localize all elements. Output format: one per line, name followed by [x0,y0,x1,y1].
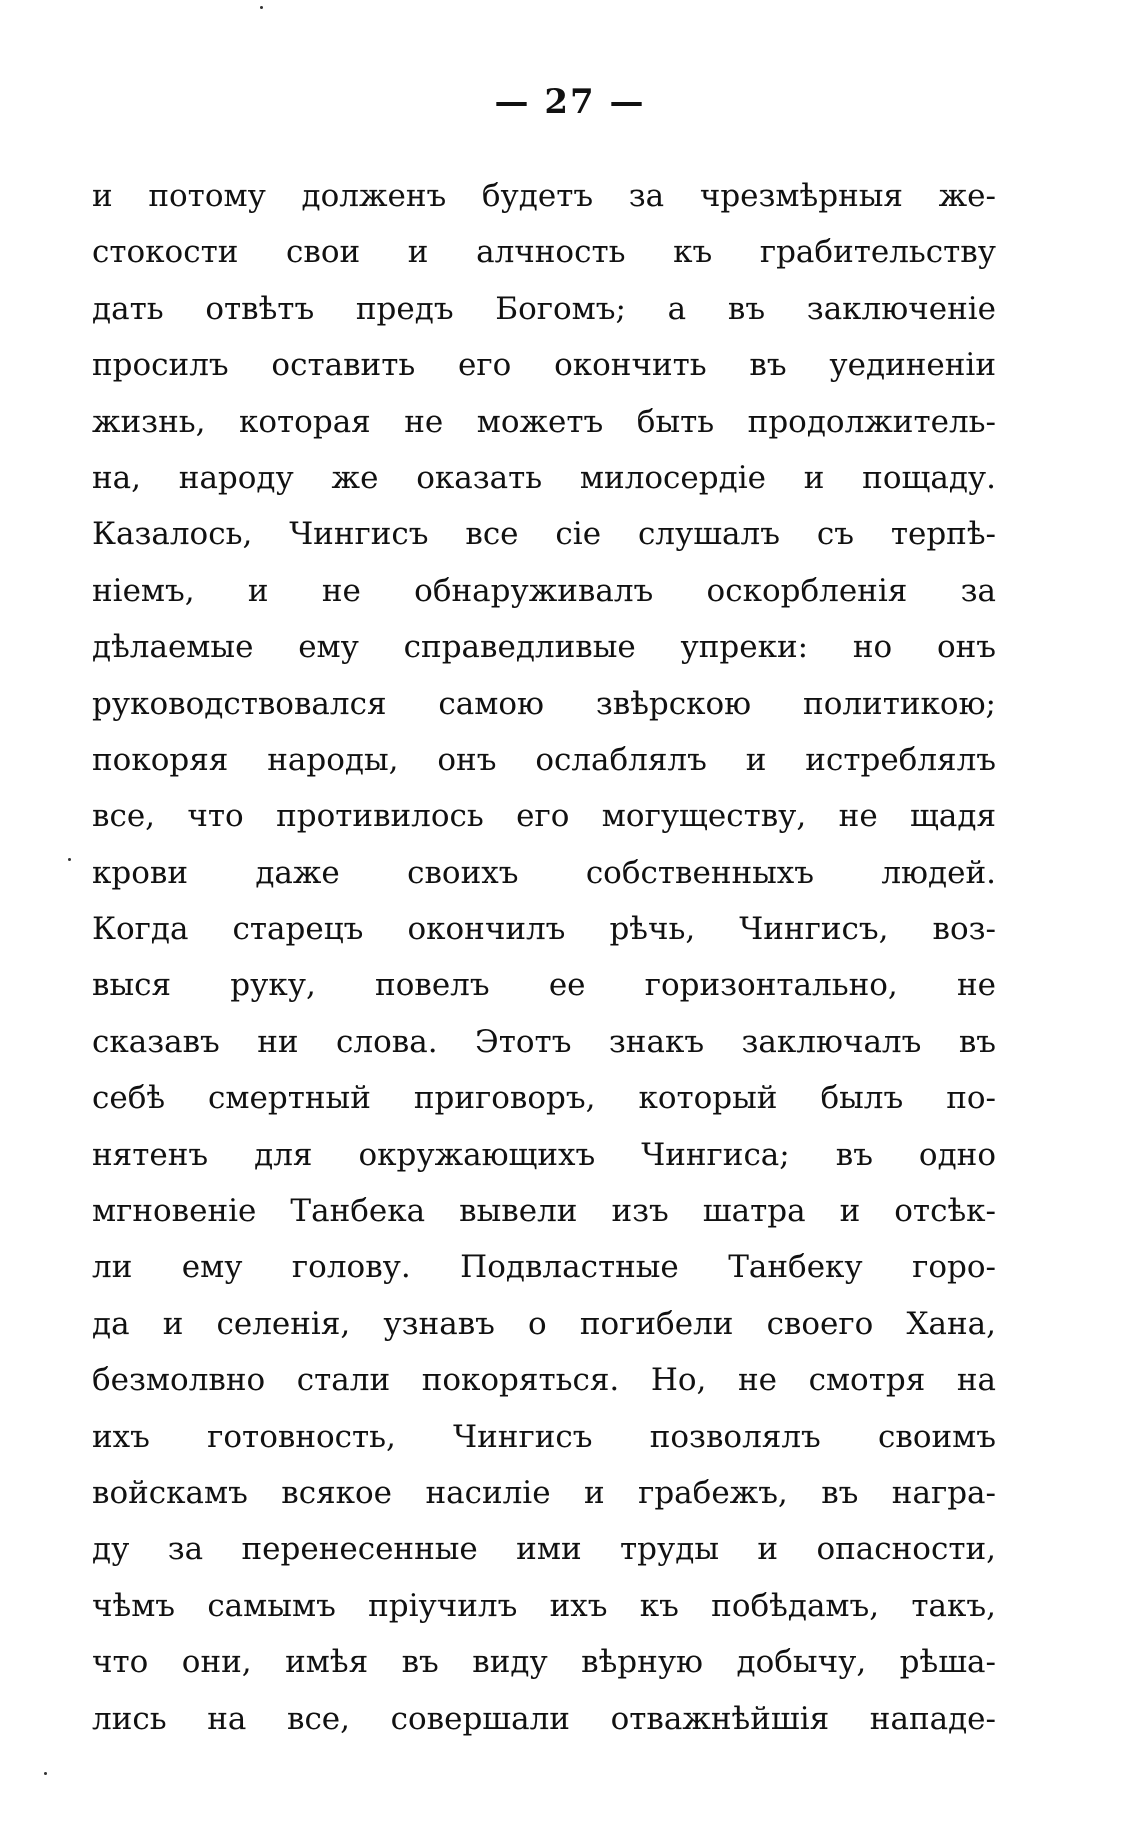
text-line: что они, имѣя въ виду вѣрную добычу, рѣша- [92,1644,996,1681]
body-text [92,168,996,1747]
text-line: просилъ оставить его окончить въ уединенiи [92,347,996,384]
text-line: руководствовался самою звѣрскою политикою; [92,685,996,722]
text-line: войскамъ всякое насилiе и грабежъ, въ награ- [92,1474,996,1511]
text-line: ихъ готовность, Чингисъ позволялъ своимъ [92,1418,996,1455]
text-line: ли ему голову. Подвластные Танбеку горо- [92,1249,996,1286]
text-line: выся руку, повелъ ее горизонтально, не [92,967,996,1004]
text-line: нятенъ для окружающихъ Чингиса; въ одно [92,1136,996,1173]
text-line: лись на все, совершали отважнѣйшiя нападе- [92,1700,996,1737]
text-line: и потому долженъ будетъ за чрезмѣрныя же- [92,178,996,214]
scan-speck [260,6,263,9]
text-line: жизнь, которая не можетъ быть продолжитель- [92,403,996,440]
text-line: себѣ смертный приговоръ, который былъ по- [92,1080,996,1117]
text-line: стокости свои и алчность къ грабительству [92,234,996,271]
text-line: крови даже своихъ собственныхъ людей. [92,854,996,891]
text-line: нiемъ, и не обнаруживалъ оскорбленiя за [92,572,996,609]
text-line: да и селенiя, узнавъ о погибели своего Хана, [92,1305,996,1342]
text-line: Когда старецъ окончилъ рѣчь, Чингисъ, воз- [92,911,996,948]
text-line: сказавъ ни слова. Этотъ знакъ заключалъ въ [92,1023,996,1060]
text-line: на, народу же оказать милосердiе и пощаду. [92,459,996,496]
text-line: Казалось, Чингисъ все сiе слушалъ съ терпѣ- [92,516,996,553]
text-line: мгновенie Танбека вывели изъ шатра и отсѣк- [92,1193,996,1230]
text-line: все, что противилось его могуществу, не щадя [92,798,996,835]
text-line: дать отвѣтъ предъ Богомъ; а въ заключенie [92,290,996,327]
text-line: чѣмъ самымъ прiучилъ ихъ къ побѣдамъ, такъ, [92,1587,996,1624]
page-number: — 27 — [494,82,646,122]
scan-speck [68,858,71,861]
text-line: дѣлаемые ему справедливые упреки: но онъ [92,629,996,666]
text-line: безмолвно стали покоряться. Но, не смотря на [92,1362,996,1399]
text-line: ду за перенесенные ими труды и опасности, [92,1531,996,1568]
text-line: покоряя народы, онъ ослаблялъ и истреблялъ [92,741,996,778]
scan-speck [44,1772,47,1775]
